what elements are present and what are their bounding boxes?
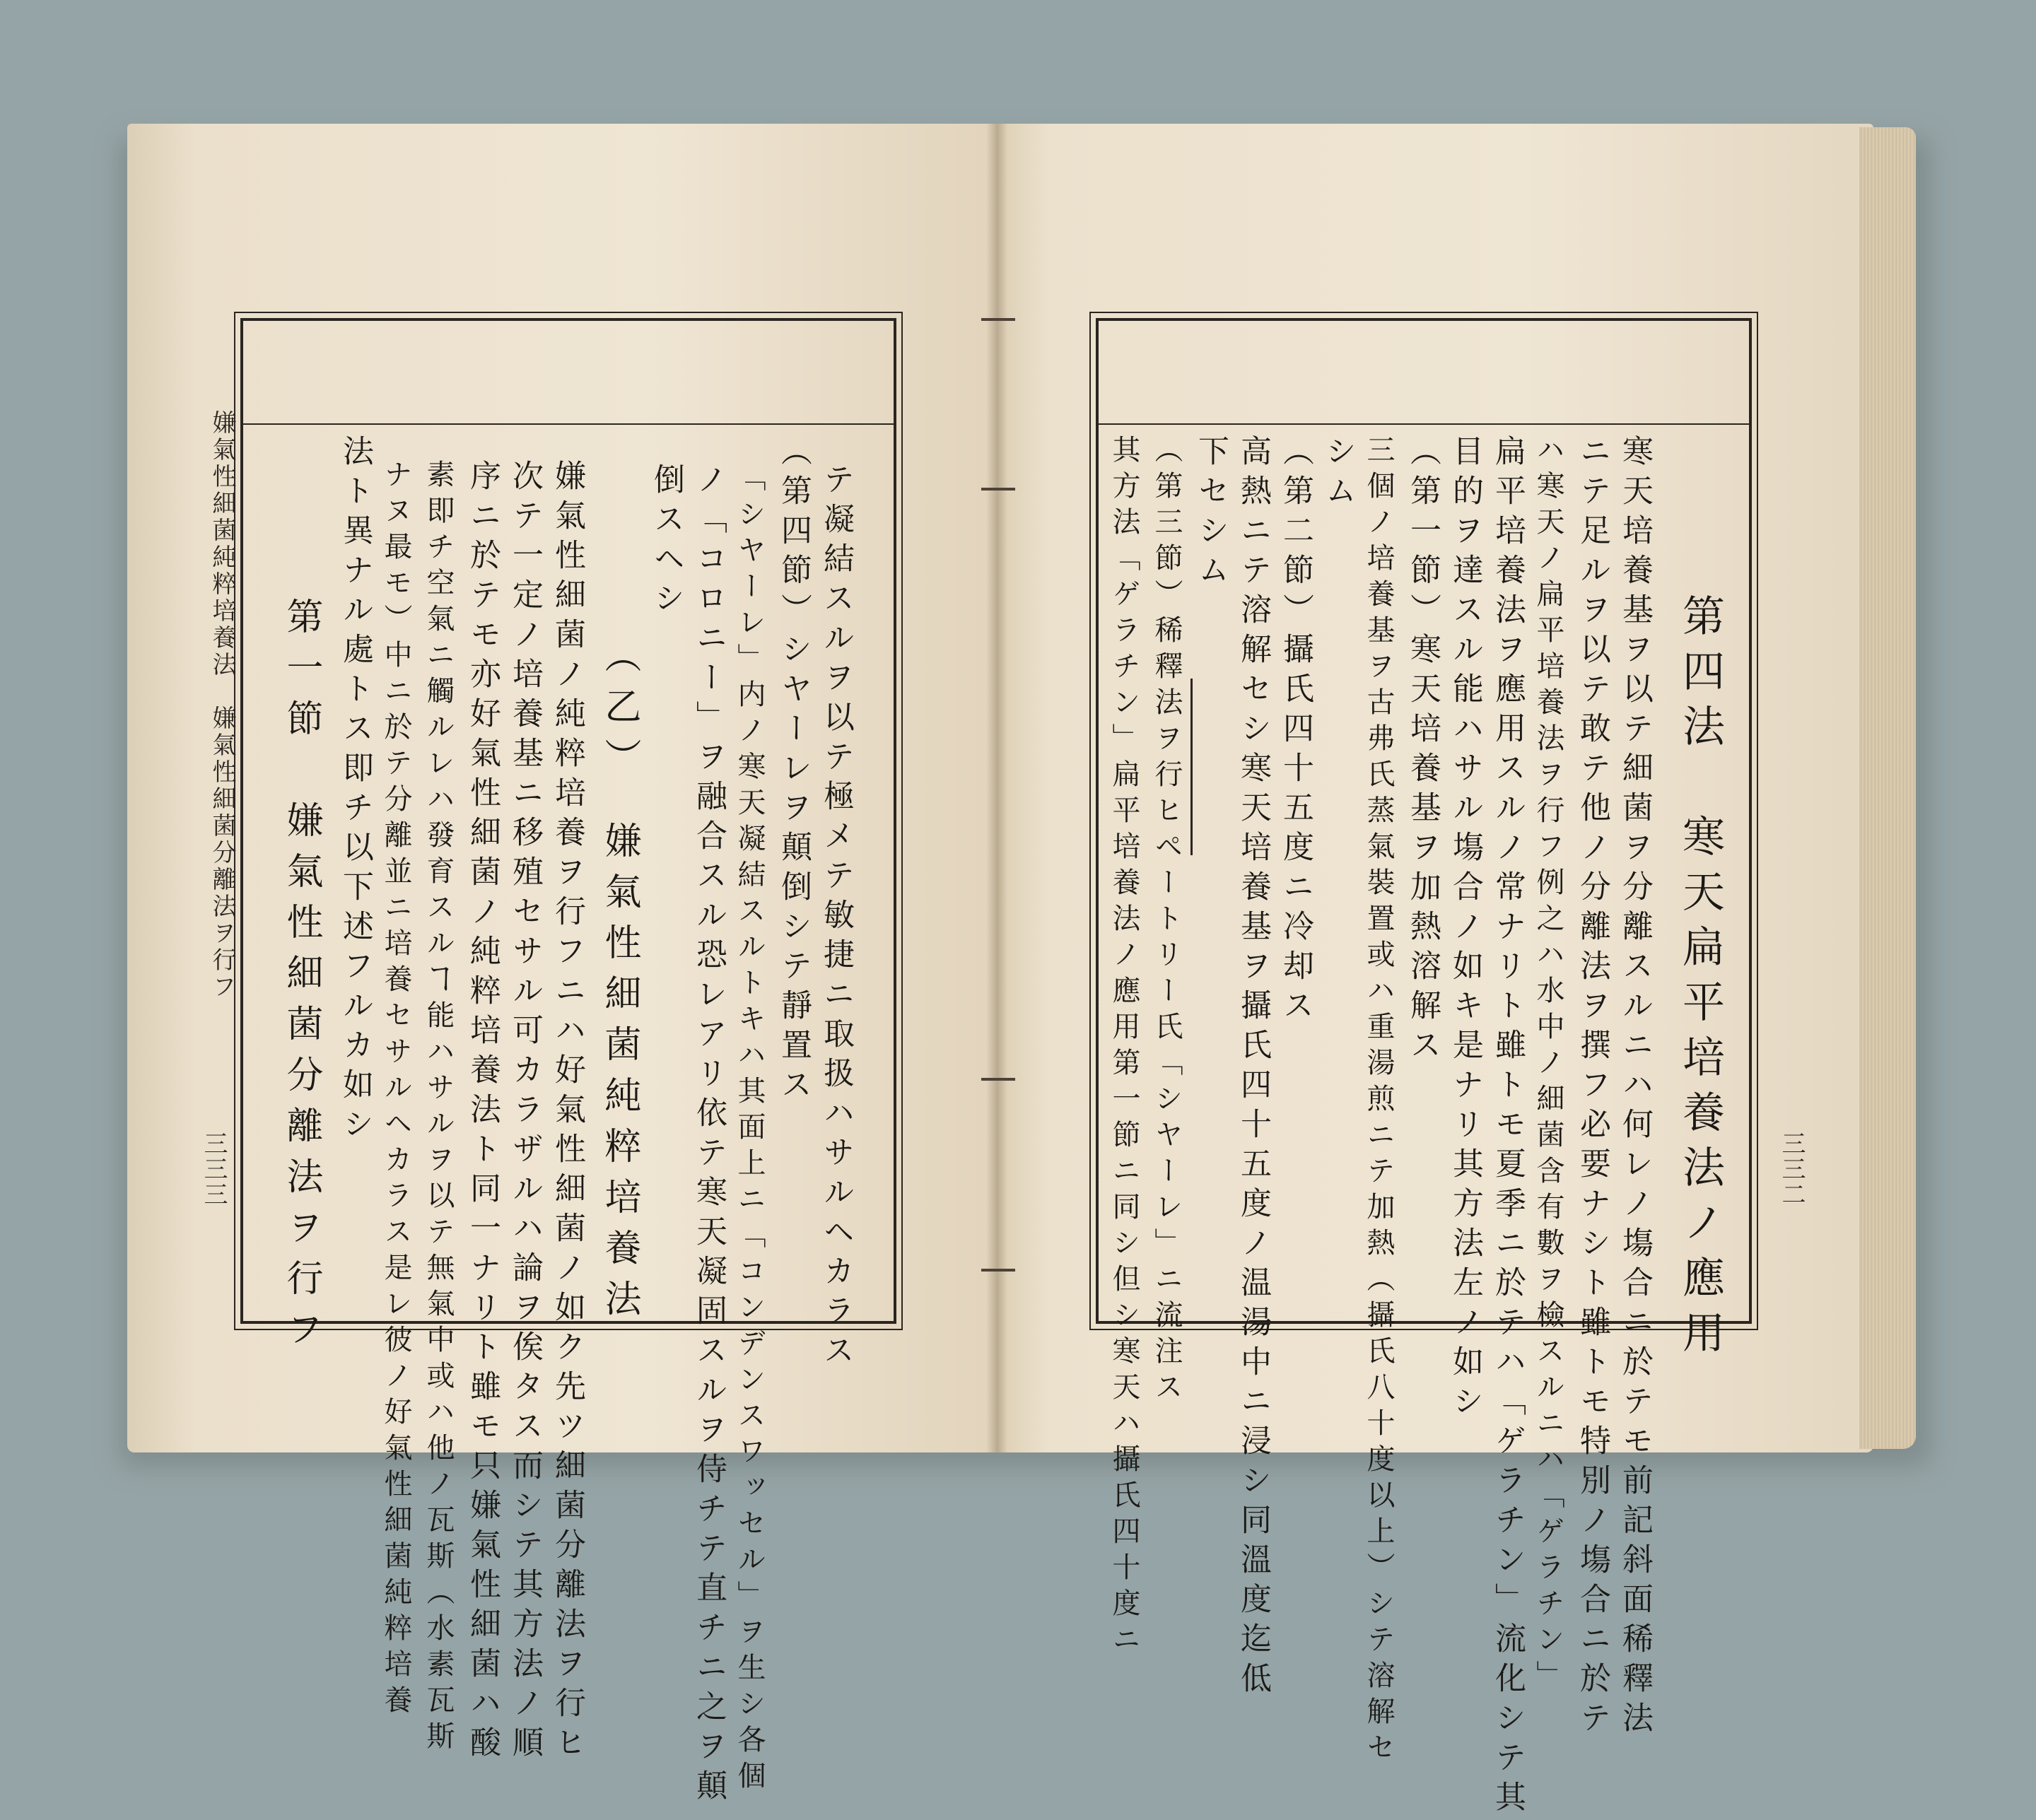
text-column: 「シヤーレ」内ノ寒天凝結スルトキハ其面上ニ「コンデンスワッセル」ヲ生シ各個 (733, 463, 766, 1797)
binding-stitch (981, 318, 1015, 321)
chapter-title: 第四法 寒天扁平培養法ノ應用 (1675, 594, 1725, 1366)
text-column: 法ト異ナル處トス即チ以下述フルカ如シ (337, 435, 373, 1147)
running-head: 嫌氣性細菌純粹培養法 嫌氣性細菌分離法ヲ行フ (208, 410, 236, 1001)
text-column: ノ「コロニー」ヲ融合スル恐レアリ依テ寒天凝固スルヲ侍チテ直チニ之ヲ顛 (691, 463, 727, 1809)
text-column: 倒スヘシ (648, 463, 684, 621)
binding-stitch (981, 1078, 1015, 1081)
text-column: テ凝結スルヲ以テ極メテ敏捷ニ取扱ハサルヘカラス (818, 463, 854, 1373)
header-rule (243, 423, 894, 425)
binding-stitch (981, 1269, 1015, 1272)
book-gutter (986, 124, 1007, 1452)
text-column: 嫌氣性細菌ノ純粹培養ヲ行フニハ好氣性細菌ノ如ク先ツ細菌分離法ヲ行ヒ (549, 459, 585, 1766)
text-column: 素即チ空氣ニ觸ルレハ發育スルヿ能ハサルヲ以テ無氣中或ハ他ノ瓦斯（水素瓦斯 (422, 459, 455, 1757)
text-column: 其方法「ゲラチン」扁平培養法ノ應用第一節ニ同シ但シ寒天ハ攝氏四十度ニ (1108, 435, 1140, 1660)
text-column: 下セシム (1193, 435, 1229, 593)
text-column: 序ニ於テモ亦好氣性細菌ノ純粹培養法ト同一ナリト雖モ只嫌氣性細菌ハ酸 (464, 459, 501, 1766)
text-column: ニテ足ルヲ以テ敢テ他ノ分離法ヲ撰フ必要ナシト雖トモ特別ノ塲合ニ於テ (1574, 435, 1610, 1741)
page-number-left: 三三三 (199, 1131, 228, 1207)
page-edge (1859, 127, 1916, 1449)
text-column: 目的ヲ達スル能ハサル塲合ノ如キ是ナリ其方法左ノ如シ (1447, 435, 1483, 1424)
text-column: 高熱ニテ溶解セシ寒天培養基ヲ攝氏四十五度ノ温湯中ニ浸シ同溫度迄低 (1235, 435, 1271, 1701)
text-column: ハ寒天ノ扁平培養法ヲ行フ例之ハ水中ノ細菌含有數ヲ檢スルニハ「ゲラチン」 (1532, 435, 1564, 1696)
text-column: 寒天培養基ヲ以テ細菌ヲ分離スルニハ何レノ塲合ニ於テモ前記斜面稀釋法 (1617, 435, 1653, 1741)
text-column: シム (1320, 435, 1356, 514)
text-column: 三個ノ培養基ヲ古弗氏蒸氣裝置或ハ重湯煎ニテ加熱（攝氏八十度以上）シテ溶解セ (1362, 435, 1395, 1768)
text-column: （第二節）攝氏四十五度ニ冷却ス (1277, 435, 1314, 1028)
text-column: （第一節）寒天培養基ヲ加熱溶解ス (1405, 435, 1441, 1068)
text-column: （第四節）シヤーレヲ顛倒シテ靜置ス (776, 435, 812, 1108)
text-column: （第三節）稀釋法ヲ行ヒペートリー氏「シヤーレ」ニ流注ス (1150, 435, 1183, 1408)
text-column: 次テ一定ノ培養基ニ移殖セサル可カラザルハ論ヲ俟タス而シテ其方法ノ順 (507, 459, 543, 1766)
binding-stitch (981, 488, 1015, 491)
text-column: 扁平培養法ヲ應用スルノ常ナリト雖トモ夏季ニ於テハ「ゲラチン」流化シテ其 (1490, 435, 1526, 1820)
sideline-mark (1190, 679, 1193, 855)
page-number-right: 三三二 (1777, 1131, 1806, 1207)
section-heading: 第一節 嫌氣性細菌分離法ヲ行フ (280, 597, 322, 1361)
text-column: ナヌ最モ）中ニ於テ分離並ニ培養セサルヘカラス是レ彼ノ好氣性細菌純粹培養 (380, 459, 412, 1721)
section-heading: （乙） 嫌氣性細菌純粹培養法 (598, 636, 640, 1330)
header-rule (1099, 423, 1749, 425)
